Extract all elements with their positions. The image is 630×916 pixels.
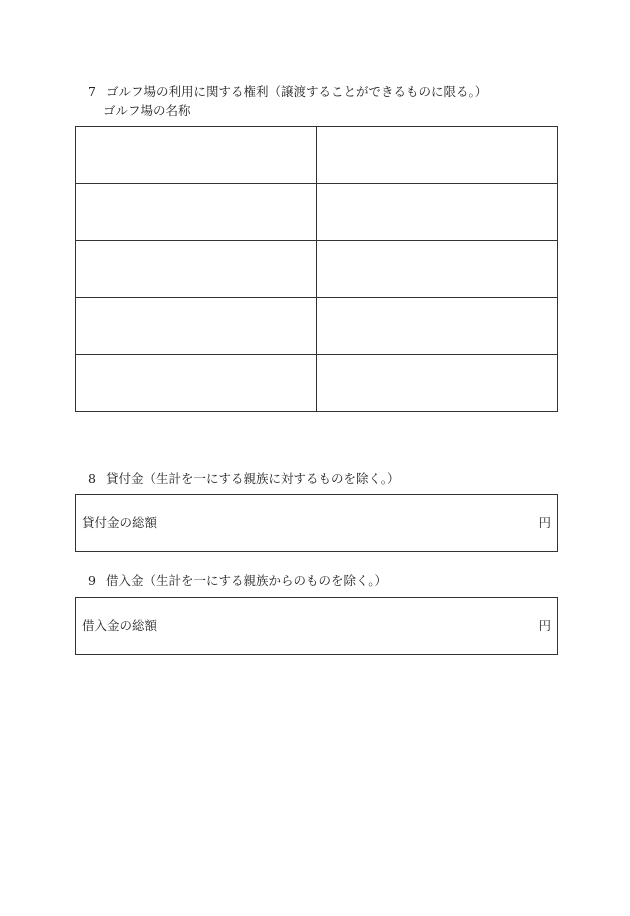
section-9-number: 9 [88,573,96,588]
golf-course-table [75,126,558,412]
section-8-number: 8 [88,471,96,486]
table-row [76,184,558,241]
borrowing-total-label: 借入金の総額 [82,618,158,633]
golf-course-detail-cell[interactable] [317,355,558,412]
borrowing-yen-unit: 円 [538,618,551,633]
golf-course-detail-cell[interactable] [317,298,558,355]
table-row [76,355,558,412]
section-7-number: 7 [88,84,96,99]
golf-course-name-label: ゴルフ場の名称 [103,103,191,118]
loan-receivable-total-label: 貸付金の総額 [82,515,158,530]
golf-course-detail-cell[interactable] [317,241,558,298]
golf-course-detail-cell[interactable] [317,127,558,184]
table-row [76,241,558,298]
golf-course-name-cell[interactable] [76,127,317,184]
golf-course-name-cell[interactable] [76,184,317,241]
section-7-heading [88,84,487,100]
section-9-heading [88,573,387,589]
section-7-title: ゴルフ場の利用に関する権利（譲渡することができるものに限る。） [106,84,488,99]
table-row [76,298,558,355]
golf-course-detail-cell[interactable] [317,184,558,241]
table-row [76,127,558,184]
golf-course-name-cell[interactable] [76,241,317,298]
loan-receivable-yen-unit: 円 [538,515,551,530]
golf-course-name-cell[interactable] [76,355,317,412]
section-8-heading [88,471,400,487]
loan-receivable-total-box[interactable] [75,494,558,552]
golf-course-name-cell[interactable] [76,298,317,355]
borrowing-total-box[interactable] [75,597,558,655]
section-9-title: 借入金（生計を一にする親族からのものを除く。） [106,573,388,588]
section-8-title: 貸付金（生計を一にする親族に対するものを除く。） [106,471,400,486]
